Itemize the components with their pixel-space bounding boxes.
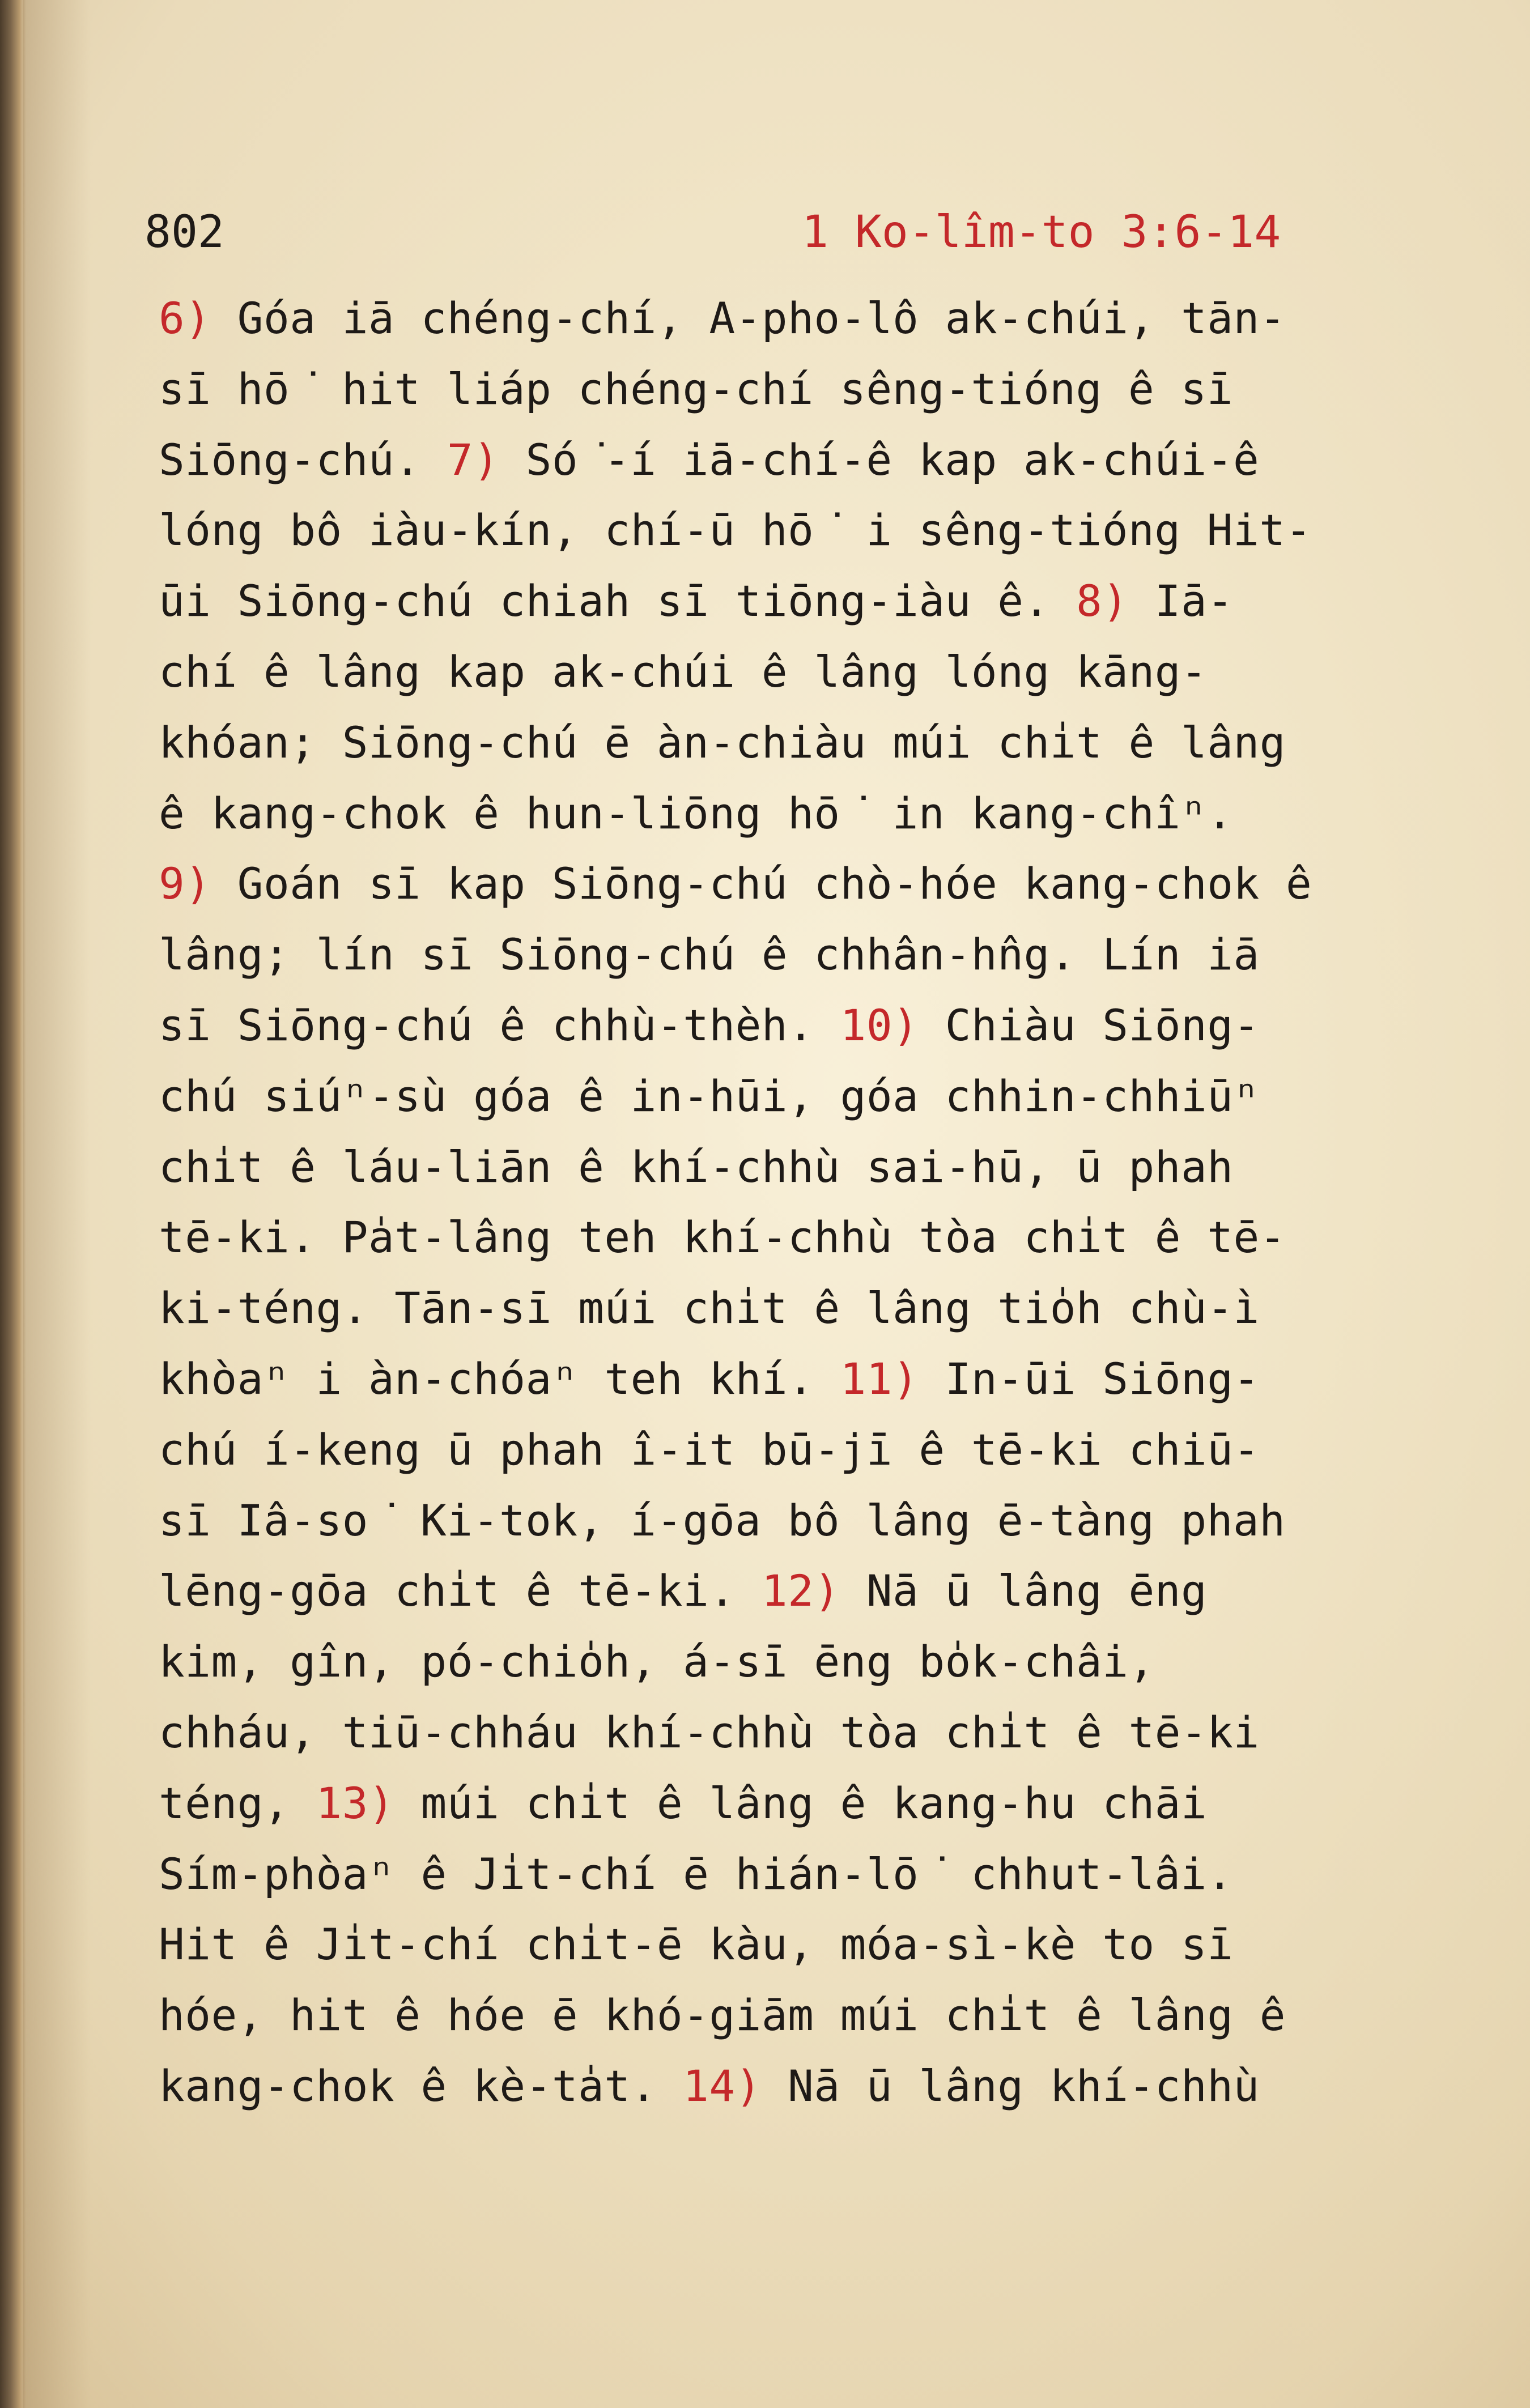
verse-text: sī hō͘ hit liáp chéng-chí sêng-tióng ê sī	[159, 363, 1233, 414]
verse-text: ê kang-chok ê hun-liōng hō͘ in kang-chîⁿ.	[159, 788, 1233, 839]
text-line	[159, 849, 1417, 920]
verse-text: múi chi̍t ê lâng ê kang-hu chāi	[420, 1777, 1208, 1828]
running-head: 1 Ko-lîm-to 3:6-14	[802, 207, 1281, 258]
verse-number: 11)	[840, 1353, 945, 1404]
text-line	[159, 1202, 1417, 1273]
verse-text: In-ūi Siōng-	[945, 1353, 1260, 1404]
text-line	[159, 1697, 1417, 1768]
verse-text: Sím-phòaⁿ ê Ji̍t-chí ē hián-lō͘ chhut-lâi.	[159, 1848, 1233, 1899]
text-line	[159, 778, 1417, 849]
verse-text: Chiàu Siōng-	[945, 999, 1260, 1050]
verse-text: Góa iā chéng-chí, A-pho-lô ak-chúi, tān-	[237, 293, 1286, 343]
text-line	[159, 1061, 1417, 1132]
verse-text: Siōng-chú.	[159, 434, 447, 485]
text-line	[159, 637, 1417, 708]
page-number: 802	[144, 207, 224, 258]
verse-text: hóe, hit ê hóe ē khó-giām múi chi̍t ê lâng ê	[159, 1990, 1286, 2041]
text-line	[159, 1768, 1417, 1839]
verse-text: Iā-	[1154, 576, 1234, 627]
text-line	[159, 1556, 1417, 1627]
verse-text: lâng; lín sī Siōng-chú ê chhân-hn̂g. Lín iā	[159, 929, 1260, 980]
verse-text: Só͘-í iā-chí-ê kap ak-chúi-ê	[525, 434, 1260, 485]
verse-text: ūi Siōng-chú chiah sī tiōng-iàu ê.	[159, 576, 1076, 627]
text-line	[159, 1909, 1417, 1980]
page-header	[144, 198, 1334, 266]
text-line	[159, 1344, 1417, 1415]
verse-text: Nā ū lâng khí-chhù	[788, 2060, 1260, 2111]
verse-text: Nā ū lâng ēng	[866, 1565, 1208, 1616]
text-line	[159, 495, 1417, 566]
verse-text: chháu, tiū-chháu khí-chhù tòa chi̍t ê tē-ki	[159, 1707, 1260, 1758]
verse-text: sī Iâ-so͘ Ki-tok, í-gōa bô lâng ē-tàng phah	[159, 1495, 1286, 1546]
text-line	[159, 425, 1417, 496]
verse-text: chú siúⁿ-sù góa ê in-hūi, góa chhin-chhiūⁿ	[159, 1070, 1260, 1121]
verse-number: 8)	[1076, 576, 1155, 627]
verse-number: 14)	[683, 2060, 788, 2111]
verse-text: chú í-keng ū phah î-it bū-jī ê tē-ki chiū-	[159, 1424, 1260, 1475]
verse-number: 10)	[840, 999, 945, 1050]
verse-text: khóan; Siōng-chú ē àn-chiàu múi chi̍t ê lâng	[159, 717, 1286, 768]
text-line	[159, 1415, 1417, 1486]
text-line	[159, 990, 1417, 1061]
verse-text: lēng-gōa chi̍t ê tē-ki.	[159, 1565, 762, 1616]
text-line	[159, 2051, 1417, 2122]
verse-text: kim, gîn, pó-chio̍h, á-sī ēng bo̍k-châi,	[159, 1636, 1155, 1687]
text-line	[159, 708, 1417, 778]
gutter-shadow	[23, 0, 91, 2408]
verse-text: tē-ki. Pa̍t-lâng teh khí-chhù tòa chi̍t ê tē-	[159, 1212, 1286, 1263]
text-line	[159, 566, 1417, 637]
verse-number: 9)	[159, 858, 237, 909]
scripture-text-block	[159, 283, 1417, 2153]
text-line	[159, 283, 1417, 354]
verse-text: Hit ê Ji̍t-chí chi̍t-ē kàu, móa-sì-kè to sī	[159, 1919, 1234, 1970]
verse-number: 7)	[447, 434, 526, 485]
verse-text: ki-téng. Tān-sī múi chi̍t ê lâng tio̍h chù-ì	[159, 1283, 1260, 1334]
verse-text: Goán sī kap Siōng-chú chò-hóe kang-chok ê	[237, 858, 1312, 909]
verse-text: chí ê lâng kap ak-chúi ê lâng lóng kāng-	[159, 646, 1208, 697]
text-line	[159, 1132, 1417, 1203]
verse-text: sī Siōng-chú ê chhù-thèh.	[159, 999, 840, 1050]
text-line	[159, 1839, 1417, 1910]
text-line	[159, 1980, 1417, 2051]
verse-number: 13)	[316, 1777, 421, 1828]
text-line	[159, 1273, 1417, 1344]
text-line	[159, 1627, 1417, 1697]
verse-text: chi̍t ê láu-liān ê khí-chhù sai-hū, ū phah	[159, 1141, 1234, 1192]
verse-number: 6)	[159, 293, 237, 343]
verse-text: lóng bô iàu-kín, chí-ū hō͘ i sêng-tióng Hit-	[159, 505, 1312, 556]
text-line	[159, 1486, 1417, 1556]
text-line	[159, 354, 1417, 425]
verse-text: téng,	[159, 1777, 316, 1828]
verse-text: kang-chok ê kè-ta̍t.	[159, 2060, 683, 2111]
verse-number: 12)	[761, 1565, 866, 1616]
verse-text: khòaⁿ i àn-chóaⁿ teh khí.	[159, 1353, 840, 1404]
text-line	[159, 920, 1417, 990]
